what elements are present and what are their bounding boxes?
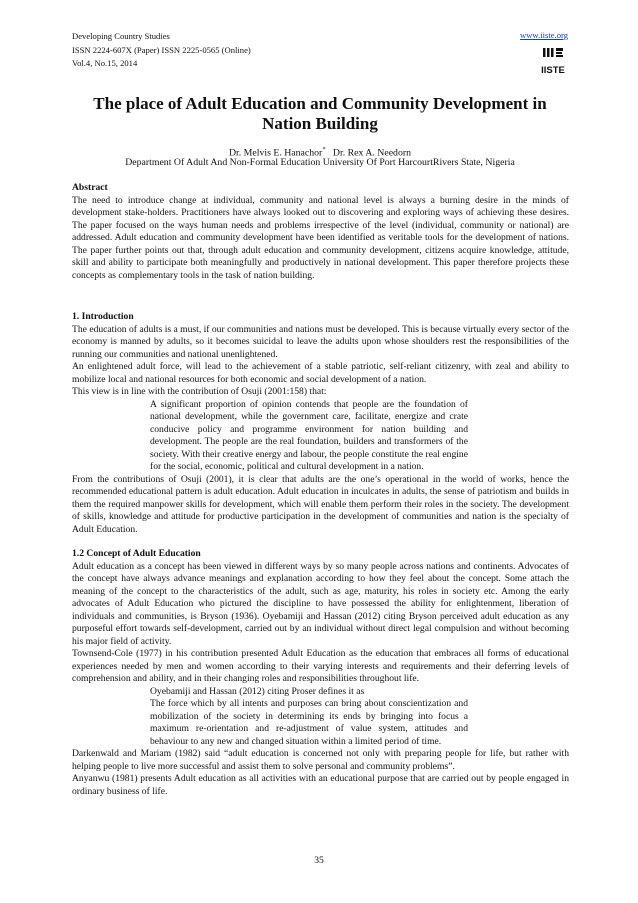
proser-quote: The force which by all intents and purposes can bring about conscientization and mobilization of the society in determining its ends by bringing into focus a maximum re-orientation and re-adjustment of value system, attitudes and behaviour to any new and changed situation within a limited period of time. (150, 698, 468, 747)
concept-heading: 1.2 Concept of Adult Education (72, 548, 201, 559)
concept-paragraph-1: Adult education as a concept has been viewed in different ways by so many people across nations and continents. Advocates of the concept have always advance meanings and explanation according to how they feel about the concept. Some attach the meaning of the concept to the characteristics of the adult, such as age, maturity, his roles in society etc. Among the early advocates of Adult Education who pictured the discipline to have possessed the ability for enlightenment, liberation of individuals and communities, is Bryson (1936). Oyebamiji and Hassan (2012) citing Bryson perceived adult education as any purposeful effort towards self-development, carried out by an individual without direct legal compulsion and without becoming his major field of activity. (72, 560, 569, 647)
issn-line: ISSN 2224-607X (Paper) ISSN 2225-0565 (Online) (72, 44, 251, 55)
concept-paragraph-3: Darkenwald and Mariam (1982) said “adult education is concerned not only with preparing people for life, but rather with helping people to live more successful and assist them to solve personal and community problems”. (72, 748, 569, 772)
paper-title: The place of Adult Education and Community Development in Nation Building (93, 94, 547, 133)
journal-header (72, 30, 251, 71)
introduction-section (72, 311, 569, 798)
abstract-heading: Abstract (72, 182, 108, 193)
affiliation: Department Of Adult And Non-Formal Education University Of Port HarcourtRivers State, Nigeria (125, 157, 515, 168)
abstract-section (72, 182, 569, 282)
corresponding-mark: * (322, 146, 326, 153)
iiste-logo (540, 45, 566, 79)
logo-text: IISTE (541, 65, 565, 76)
intro-paragraph-4: From the contributions of Osuji (2001), it is clear that adults are the one’s operational in the world of works, hence the recommended educational pattern is adult education. Adult education in inculcates in adults, the sense of patriotism and builds in them the required manpower skills for development, which will enable them perform their roles in the society. The development of skills, knowledge and attitude for productive participation in the development of communities and nation is the specialty of Adult Education. (72, 473, 569, 535)
intro-paragraph-1: The education of adults is a must, if our communities and nations must be developed. This is because virtually every sector of the economy is manned by adults, so it becomes suicidal to leave the adults upon whose shoulders rest the responsibilities of the running our communities and national unenlightened. (72, 323, 569, 360)
journal-url-link[interactable]: www.iiste.org (520, 30, 568, 40)
proser-quote-intro: Oyebamiji and Hassan (2012) citing Proser defines it as (150, 685, 365, 697)
concept-paragraph-4: Anyanwu (1981) presents Adult education as all activities with an educational purpose that are carried out by people engaged in ordinary business of life. (72, 773, 569, 797)
author-2: Dr. Rex A. Needorn (332, 147, 412, 159)
intro-paragraph-3: This view is in line with the contribution of Osuji (2001:158) that: (72, 386, 327, 397)
concept-paragraph-2: Townsend-Cole (1977) in his contribution presented Adult Education as the education that embraces all forms of educational experiences needed by men and women according to their varying interests and requirements and their deferring levels of comprehension and ability, and in their changing roles and responsibilities throughout life. (72, 648, 569, 684)
intro-paragraph-2: An enlightened adult force, will lead to the achievement of a stable patriotic, self-reliant citizenry, with zeal and ability to mobilize local and national resources for both economic and social development of a nation. (72, 361, 569, 385)
volume-line: Vol.4, No.15, 2014 (72, 58, 138, 68)
introduction-heading: 1. Introduction (72, 311, 134, 322)
abstract-text: The need to introduce change at individual, community and national level is always a burning desire in the minds of development stake-holders. Practitioners have always looked out to discovering and exploring ways of achieving these desires. The paper focused on the ways human needs and problems irrespective of the level (individual, community or national) are addressed. Adult education and community development have been identified as veritable tools for the development of nations. The paper further points out that, through adult education and community development, citizens acquire knowledge, attitude, skill and ability to participate both meaningfully and productively in national development. This paper therefore projects these concepts as complementary tools in the task of nation building. (72, 194, 569, 281)
journal-name: Developing Country Studies (72, 31, 170, 41)
author-1: Dr. Melvis E. Hanachor (228, 147, 323, 159)
page-number: 35 (314, 855, 324, 866)
osuji-quote: A significant proportion of opinion contends that people are the foundation of national development, while the government care, facilitate, energize and crate conducive policy and programme environment for nation building and development. The people are the real foundation, builders and transformers of the society. With their creative energy and labour, the people constitute the real engine for the social, economic, political and cultural development in a nation. (150, 398, 468, 472)
